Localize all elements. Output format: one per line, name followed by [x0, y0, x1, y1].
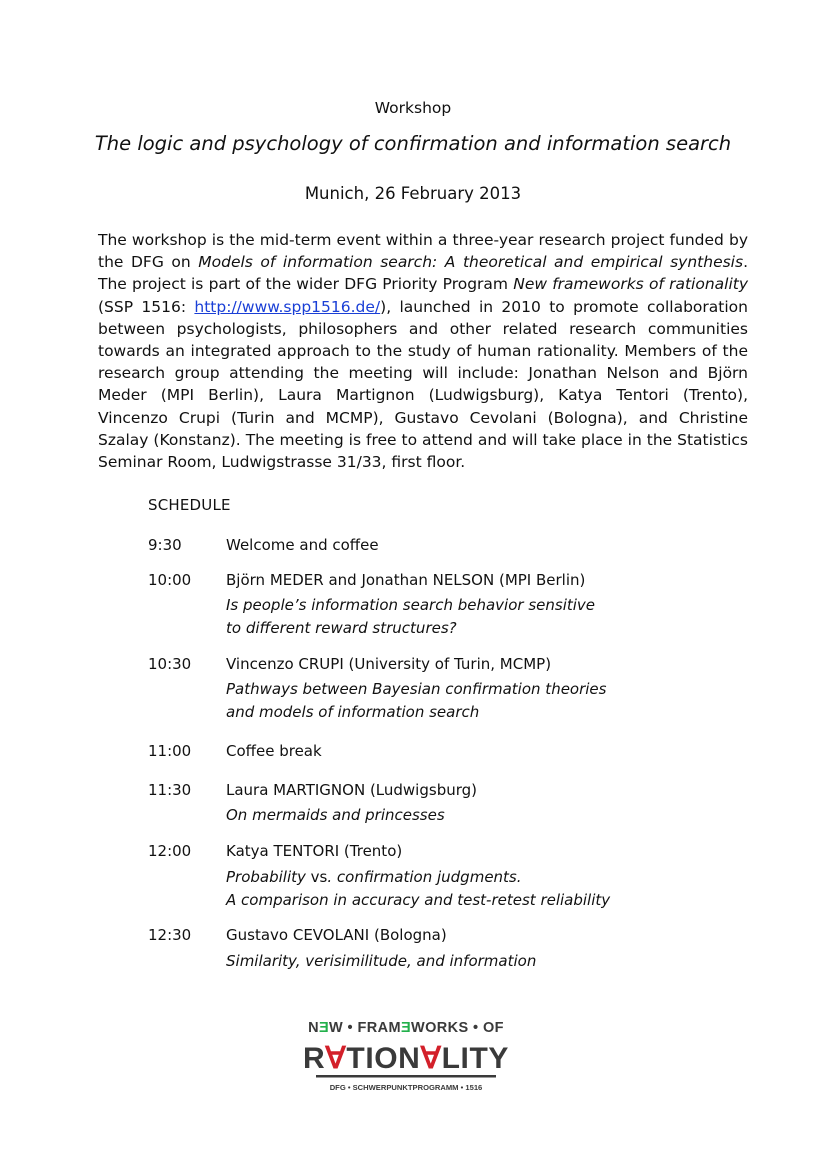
intro-text-2: . The project is part of the wider DFG Priority Program — [98, 253, 748, 294]
talk-title — [226, 594, 595, 639]
program-title: New frameworks of rationality — [513, 275, 748, 294]
talk-title-part: . confirmation judgments. — [327, 868, 522, 886]
program-logo — [303, 1012, 509, 1098]
talk-title-part: Probability — [226, 868, 306, 886]
schedule-speaker: Björn MEDER and Jonathan NELSON (MPI Berlin) — [226, 571, 586, 589]
schedule-entry: Welcome and coffee — [226, 536, 379, 554]
intro-text-3: (SSP 1516: — [98, 297, 195, 316]
talk-title-line: A comparison in accuracy and test-retest reliability — [226, 890, 611, 909]
schedule-speaker: Katya TENTORI (Trento) — [226, 842, 403, 860]
talk-title-line: to different reward structures? — [226, 618, 457, 637]
talk-title — [226, 804, 445, 827]
schedule-speaker: Vincenzo CRUPI (University of Turin, MCMP) — [226, 655, 552, 673]
intro-text-4: ), launched in 2010 to promote collaboration between psychologists, philosophers and other related research communities towards an integrated approach to the study of human rationality. Members of the research group attending the meeting will include: Jonathan Nelson and Björn Meder (MPI Berlin), Laura Martignon (Ludwigsburg), Katya Tentori (Trento), Vincenzo Crupi (Turin and MCMP), Gustavo Cevolani (Bologna), and Christine Szalay (Konstanz). The meeting is free to attend and will take place in the Statistics Seminar Room, Ludwigstrasse 31/33, first floor. — [98, 297, 748, 472]
talk-title-line: Pathways between Bayesian confirmation theories — [226, 680, 607, 698]
schedule-heading: SCHEDULE — [148, 496, 231, 514]
schedule-time: 11:00 — [148, 742, 192, 760]
svg-text:R∀TION∀LITY: R∀TION∀LITY — [303, 1042, 509, 1075]
intro-paragraph — [98, 229, 748, 473]
talk-title — [226, 678, 606, 723]
talk-title-part: vs — [305, 868, 328, 886]
talk-title-line: Is people’s information search behavior sensitive — [226, 596, 596, 614]
date-location: Munich, 26 February 2013 — [304, 184, 522, 203]
schedule-entry: Coffee break — [226, 742, 322, 760]
schedule-speaker: Laura MARTIGNON (Ludwigsburg) — [226, 781, 477, 799]
schedule-time: 9:30 — [148, 536, 182, 554]
talk-title-line: Similarity, verisimilitude, and information — [226, 952, 537, 970]
talk-title — [226, 866, 610, 911]
schedule-time: 12:30 — [148, 926, 192, 944]
schedule-time: 12:00 — [148, 842, 192, 860]
schedule-time: 11:30 — [148, 781, 192, 799]
program-link[interactable]: http://www.spp1516.de/ — [194, 297, 381, 316]
talk-title-line: On mermaids and princesses — [226, 806, 445, 824]
schedule-speaker: Gustavo CEVOLANI (Bologna) — [226, 926, 447, 944]
workshop-title: The logic and psychology of confirmation and information search — [94, 132, 732, 155]
svg-text:NƎW • FRAMƎWORKS • OF: NƎW • FRAMƎWORKS • OF — [308, 1020, 504, 1036]
talk-title-line — [226, 866, 610, 889]
schedule-time: 10:30 — [148, 655, 192, 673]
intro-text-1: The workshop is the mid-term event within a three-year research project funded by the DFG on — [98, 231, 748, 272]
schedule-time: 10:00 — [148, 571, 192, 589]
talk-title — [226, 950, 536, 973]
talk-title-line: and models of information search — [226, 702, 480, 721]
project-title: Models of information search: A theoretical and empirical synthesis — [198, 253, 744, 272]
kicker-label: Workshop — [374, 99, 452, 117]
svg-text:DFG • SCHWERPUNKTPROGRAMM • 15: DFG • SCHWERPUNKTPROGRAMM • 1516 — [329, 1083, 483, 1092]
